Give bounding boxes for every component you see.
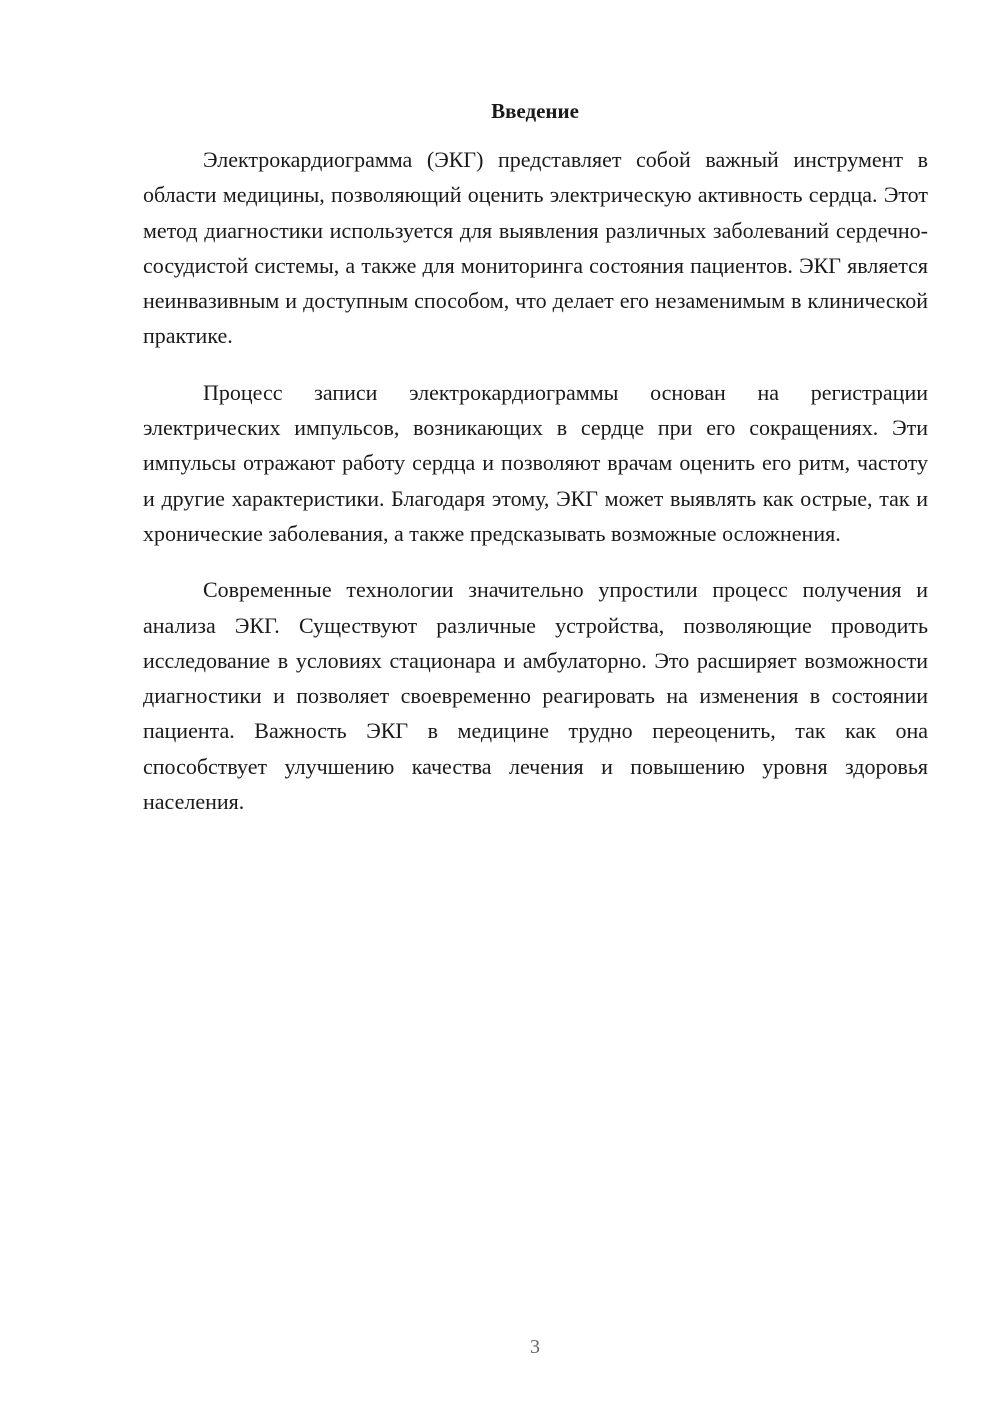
section-heading: Введение [491,99,579,123]
paragraph-1: Электрокардиограмма (ЭКГ) представляет собой важный инструмент в области медицины, позволяющий оценить электрическую активность сердца. Этот метод диагностики используется для выявления различных заболеваний сердечно-сосудистой системы, а также для мониторинга состояния пациентов. ЭКГ является неинвазивным и доступным способом, что делает его незаменимым в клинической практике. [143,147,928,349]
paragraph-2: Процесс записи электрокардиограммы основан на регистрации электрических импульсов, возникающих в сердце при его сокращениях. Эти импульсы отражают работу сердца и позволяют врачам оценить его ритм, частоту и другие характеристики. Благодаря этому, ЭКГ может выявлять как острые, так и хронические заболевания, а также предсказывать возможные осложнения. [143,379,928,546]
page-number: 3 [530,1336,540,1358]
paragraph-3: Современные технологии значительно упростили процесс получения и анализа ЭКГ. Существуют различные устройства, позволяющие проводить исследование в условиях стационара и амбулаторно. Это расширяет возможности диагностики и позволяет своевременно реагировать на изменения в состоянии пациента. Важность ЭКГ в медицине трудно переоценить, так как она способствует улучшению качества лечения и повышению уровня здоровья населения. [143,577,928,815]
body-text [143,142,928,840]
